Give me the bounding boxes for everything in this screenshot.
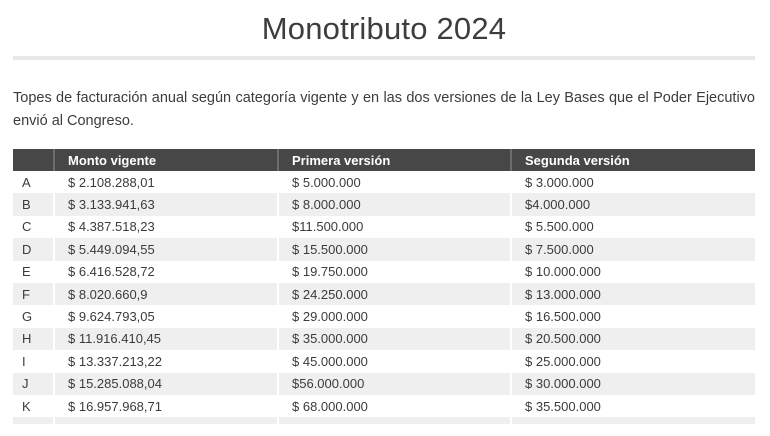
cell-categoria: H bbox=[13, 328, 53, 350]
cell-categoria: K bbox=[22, 398, 31, 414]
cell-segunda-version: $ 35.500.000 bbox=[510, 395, 755, 417]
cell-categoria: D bbox=[13, 238, 53, 260]
cell-monto-vigente: $ 4.387.518,23 bbox=[53, 216, 277, 238]
cell-monto-vigente: $ 3.133.941,63 bbox=[53, 193, 277, 215]
cell-monto-vigente: $ 8.020.660,9 bbox=[53, 283, 277, 305]
cell-categoria: C bbox=[22, 219, 32, 235]
cell-primera-version: $ 19.750.000 bbox=[277, 261, 510, 283]
cell-primera-version: $ 8.000.000 bbox=[277, 193, 510, 215]
table-row bbox=[13, 395, 755, 417]
cell-monto-vigente: $ 6.416.528,72 bbox=[53, 261, 277, 283]
cell-segunda-version: $ 20.500.000 bbox=[510, 328, 755, 350]
cell-segunda-version: $ 13.000.000 bbox=[510, 283, 755, 305]
cell-monto-vigente: $ 13.337.213,22 bbox=[53, 350, 277, 372]
cell-monto-vigente: $ 16.957.968,71 bbox=[53, 395, 277, 417]
page-title: Monotributo 2024 bbox=[261, 11, 507, 46]
table-row bbox=[13, 261, 755, 283]
cell-segunda-version: $ 10.000.000 bbox=[510, 261, 755, 283]
cell-segunda-version: $ 7.500.000 bbox=[510, 238, 755, 260]
cell-categoria: I bbox=[22, 353, 26, 369]
table-row bbox=[13, 373, 755, 395]
table-row bbox=[13, 238, 755, 260]
cell-segunda-version: $ 30.000.000 bbox=[510, 373, 755, 395]
table-row bbox=[13, 283, 755, 305]
cell-monto-vigente: $ 9.624.793,05 bbox=[53, 305, 277, 327]
partial-cell bbox=[510, 417, 755, 424]
categories-table bbox=[13, 149, 755, 424]
table-row bbox=[13, 193, 755, 215]
cell-primera-version: $ 5.000.000 bbox=[277, 171, 510, 193]
cell-segunda-version: $ 3.000.000 bbox=[510, 171, 755, 193]
cell-segunda-version: $ 5.500.000 bbox=[510, 216, 755, 238]
cell-monto-vigente: $ 5.449.094,55 bbox=[53, 238, 277, 260]
header-cell-segunda-version: Segunda versión bbox=[510, 149, 755, 171]
cell-primera-version: $ 24.250.000 bbox=[277, 283, 510, 305]
cell-categoria: J bbox=[13, 373, 53, 395]
cell-categoria: E bbox=[22, 264, 31, 280]
cell-categoria: B bbox=[13, 193, 53, 215]
header-cell-categoria bbox=[13, 149, 53, 171]
cell-primera-version: $ 29.000.000 bbox=[277, 305, 510, 327]
cell-segunda-version: $ 16.500.000 bbox=[510, 305, 755, 327]
cell-monto-vigente: $ 2.108.288,01 bbox=[53, 171, 277, 193]
cell-categoria: G bbox=[22, 309, 33, 325]
page bbox=[0, 8, 770, 424]
cell-segunda-version: $ 25.000.000 bbox=[510, 350, 755, 372]
cell-primera-version: $ 68.000.000 bbox=[277, 395, 510, 417]
categories-table-wrap bbox=[13, 149, 755, 424]
table-header-row bbox=[13, 149, 755, 171]
partial-cell bbox=[53, 417, 277, 424]
table-row bbox=[13, 171, 755, 193]
partial-cell bbox=[277, 417, 510, 424]
cell-primera-version: $56.000.000 bbox=[277, 373, 510, 395]
cell-monto-vigente: $ 15.285.088,04 bbox=[53, 373, 277, 395]
header-cell-monto-vigente: Monto vigente bbox=[53, 149, 277, 171]
cell-primera-version: $ 35.000.000 bbox=[277, 328, 510, 350]
table-description: Topes de facturación anual según categoría vigente y en las dos versiones de la Ley Bases que el Poder Ejecutivo envió al Congreso. bbox=[13, 90, 755, 129]
cell-primera-version: $ 15.500.000 bbox=[277, 238, 510, 260]
table-row bbox=[13, 328, 755, 350]
table-row bbox=[13, 350, 755, 372]
table-row-partial bbox=[13, 417, 755, 424]
table-row bbox=[13, 216, 755, 238]
header-cell-primera-version: Primera versión bbox=[277, 149, 510, 171]
cell-primera-version: $11.500.000 bbox=[277, 216, 510, 238]
partial-cell bbox=[13, 417, 53, 424]
cell-primera-version: $ 45.000.000 bbox=[277, 350, 510, 372]
cell-monto-vigente: $ 11.916.410,45 bbox=[53, 328, 277, 350]
cell-segunda-version: $4.000.000 bbox=[510, 193, 755, 215]
table-row bbox=[13, 305, 755, 327]
title-divider bbox=[13, 56, 755, 60]
cell-categoria: F bbox=[13, 283, 53, 305]
cell-categoria: A bbox=[22, 174, 31, 190]
